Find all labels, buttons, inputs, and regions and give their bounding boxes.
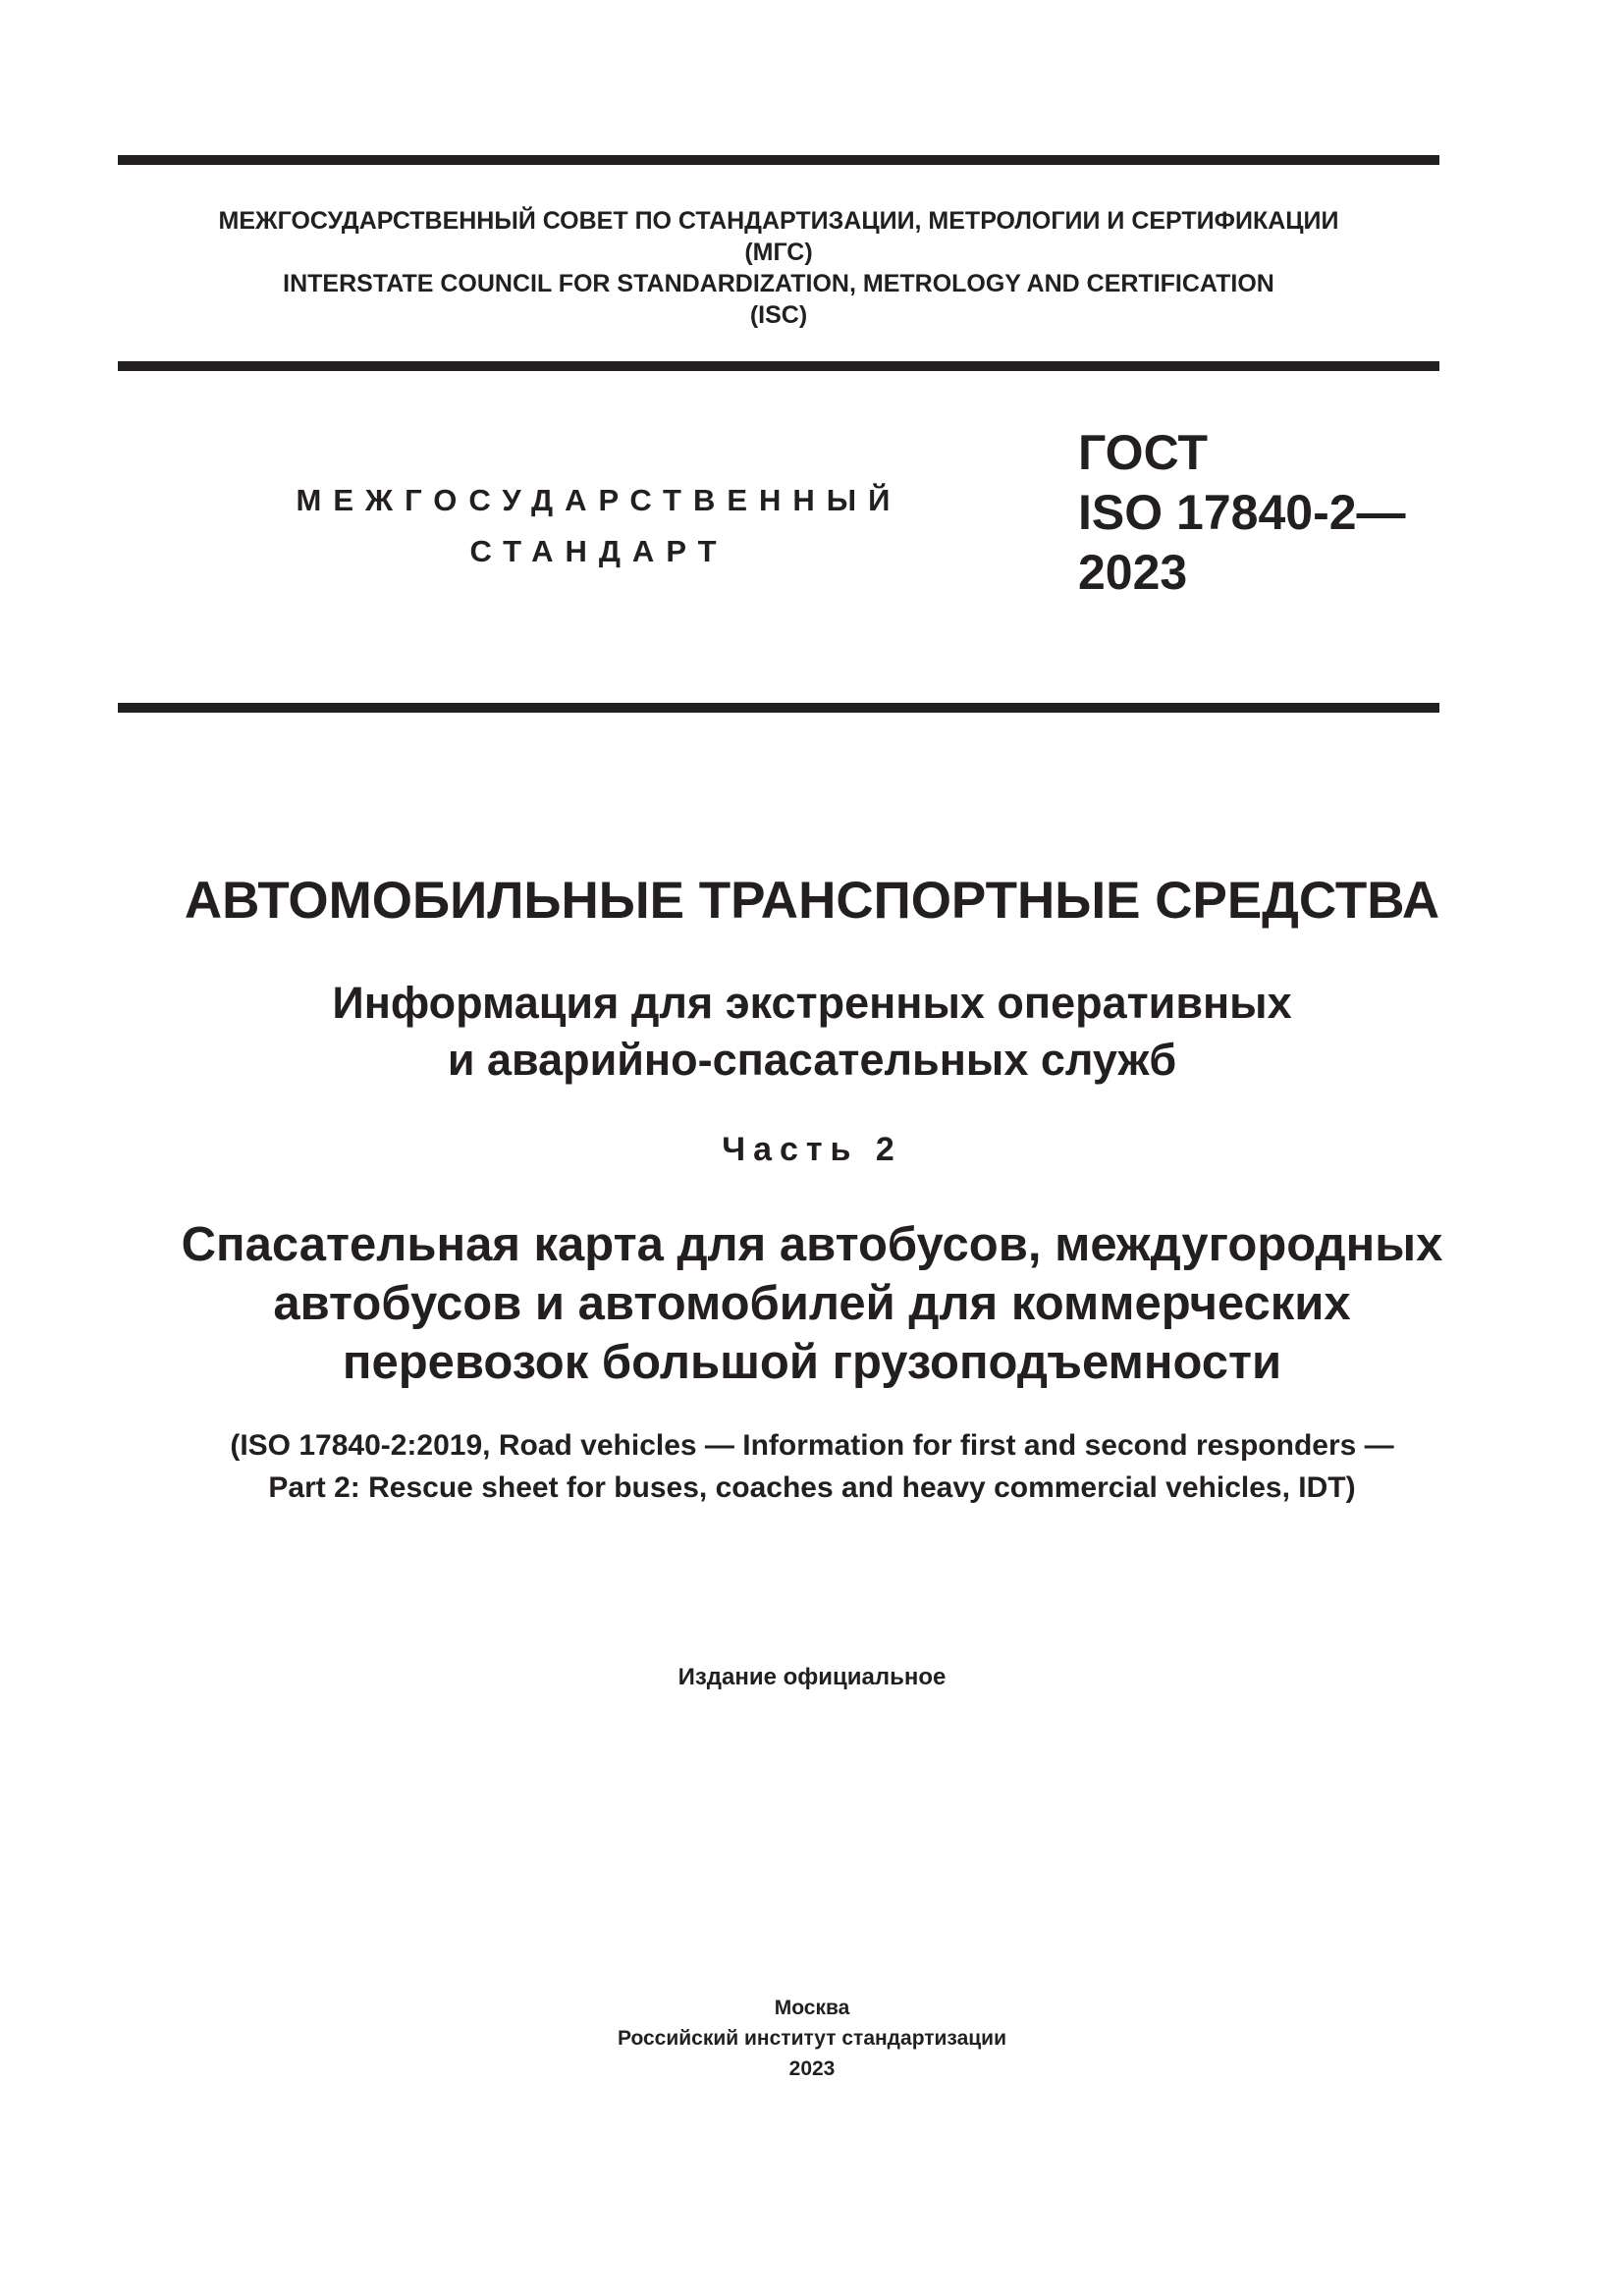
subtitle-line2: и аварийно-спасательных служб — [447, 1035, 1177, 1085]
header-bottom-rule — [118, 703, 1439, 713]
standard-label — [255, 475, 943, 577]
part-title-line2: автобусов и автомобилей для коммерческих — [273, 1277, 1351, 1330]
iso-reference-line1: (ISO 17840-2:2019, Road vehicles — Information for first and second responders — — [230, 1429, 1394, 1462]
council-block — [118, 205, 1439, 331]
part-title — [0, 1215, 1624, 1392]
designation-line2: ISO 17840-2— — [1078, 485, 1406, 540]
council-name-ru: МЕЖГОСУДАРСТВЕННЫЙ СОВЕТ ПО СТАНДАРТИЗАЦИИ, МЕТРОЛОГИИ И СЕРТИФИКАЦИИ — [218, 207, 1339, 235]
part-number-text: Часть 2 — [722, 1131, 902, 1168]
part-number — [0, 1128, 1624, 1171]
council-abbr-en: (ISC) — [749, 301, 808, 329]
edition-note — [0, 1662, 1624, 1693]
standard-label-line2: СТАНДАРТ — [469, 534, 729, 568]
standard-label-line1: МЕЖГОСУДАРСТВЕННЫЙ — [296, 483, 902, 517]
publisher-institute: Российский институт стандартизации — [617, 2027, 1007, 2050]
standard-designation — [1078, 423, 1490, 603]
designation-line1: ГОСТ — [1078, 425, 1208, 480]
edition-text: Издание официальное — [677, 1664, 947, 1690]
council-bottom-rule — [118, 361, 1439, 371]
main-title-text: АВТОМОБИЛЬНЫЕ ТРАНСПОРТНЫЕ СРЕДСТВА — [184, 872, 1440, 930]
publisher-year: 2023 — [788, 2057, 836, 2080]
publisher-block — [0, 1993, 1624, 2084]
designation-line3: 2023 — [1078, 545, 1188, 600]
subtitle-line1: Информация для экстренных оперативных — [332, 978, 1292, 1028]
publisher-city: Москва — [774, 1997, 850, 2019]
subtitle — [0, 975, 1624, 1089]
council-abbr-ru: (МГС) — [744, 239, 813, 266]
council-name-en: INTERSTATE COUNCIL FOR STANDARDIZATION, METROLOGY AND CERTIFICATION — [283, 270, 1274, 297]
iso-reference-line2: Part 2: Rescue sheet for buses, coaches and heavy commercial vehicles, IDT) — [268, 1471, 1356, 1504]
part-title-line3: перевозок большой грузоподъемности — [342, 1336, 1282, 1389]
main-title — [0, 870, 1624, 933]
iso-reference — [0, 1424, 1624, 1509]
part-title-line1: Спасательная карта для автобусов, междугородных — [181, 1218, 1443, 1271]
top-rule — [118, 155, 1439, 165]
